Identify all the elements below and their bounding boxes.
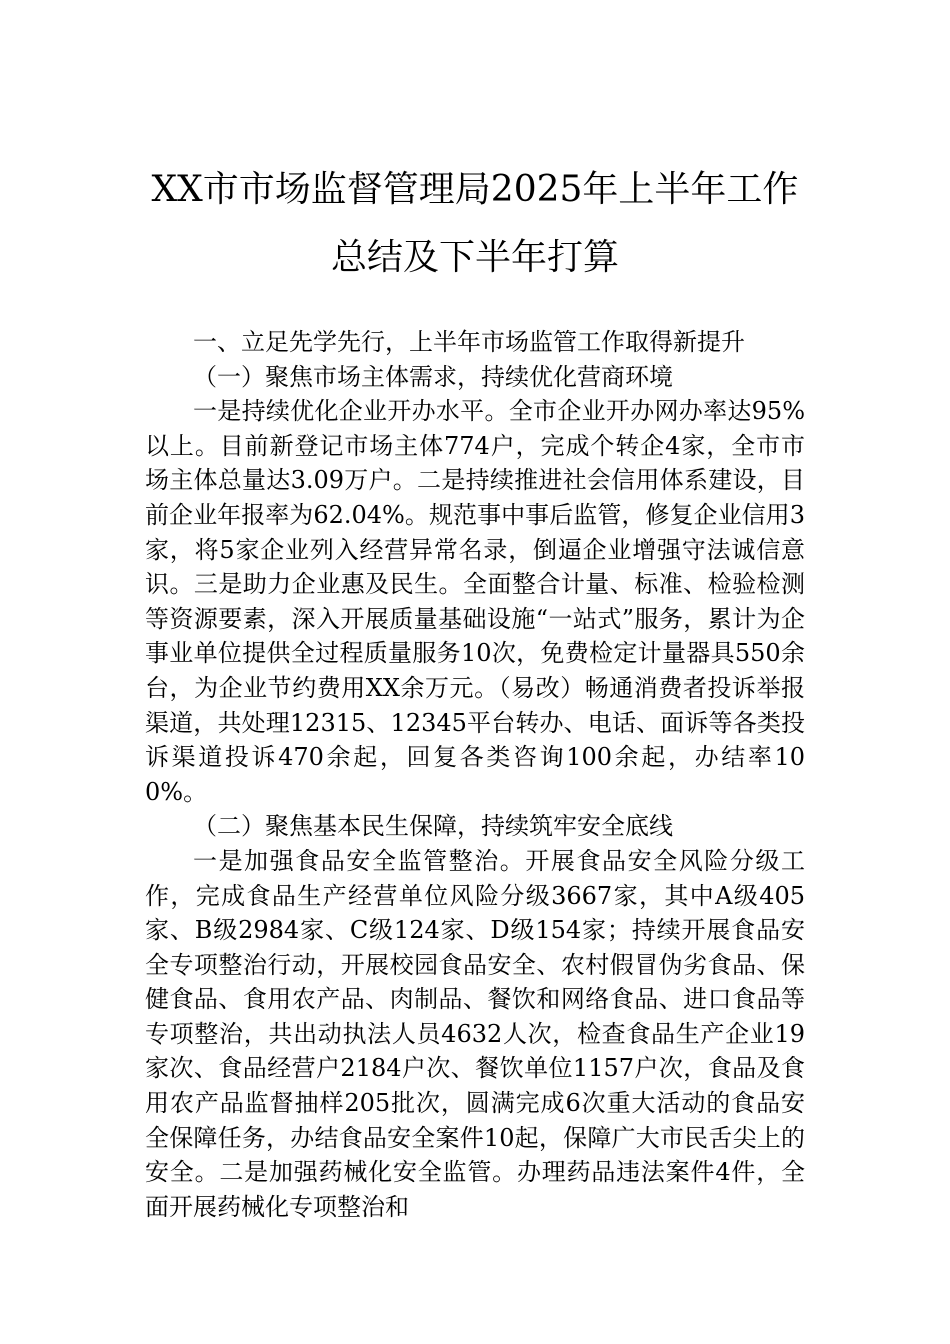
section-heading-1: 一、立足先学先行，上半年市场监管工作取得新提升 (193, 328, 745, 356)
document-title-line-2: 总结及下半年打算 (330, 237, 619, 278)
paragraph-1: 一是持续优化企业开办水平。全市企业开办网办率达95%以上。目前新登记市场主体774户，完成个转企4家，全市市场主体总量达3.09万户。二是持续推进社会信用体系建设，目前企业年报率为62.04%。规范事中事后监管，修复企业信用3家，将5家企业列入经营异常名录，倒逼企业增强守法诚信意识。三是助力企业惠及民生。全面整合计量、标准、检验检测等资源要素，深入开展质量基础设施“一站式”服务，累计为企事业单位提供全过程质量服务10次，免费检定计量器具550余台，为企业节约费用XX余万元。（易改）畅通消费者投诉举报渠道，共处理12315、12345平台转办、电话、面诉等各类投诉渠道投诉470余起，回复各类咨询100余起，办结率100%。 (145, 397, 805, 806)
subsection-heading-1: （一）聚焦市场主体需求，持续优化营商环境 (193, 362, 673, 391)
subsection-heading-2: （二）聚焦基本民生保障，持续筑牢安全底线 (193, 812, 673, 841)
paragraph-2: 一是加强食品安全监管整治。开展食品安全风险分级工作，完成食品生产经营单位风险分级3667家，其中A级405家、B级2984家、C级124家、D级154家；持续开展食品安全专项整治行动，开展校园食品安全、农村假冒伪劣食品、保健食品、食用农产品、肉制品、餐饮和网络食品、进口食品等专项整治，共出动执法人员4632人次，检查食品生产企业19家次、食品经营户2184户次、餐饮单位1157户次，食品及食用农产品监督抽样205批次，圆满完成6次重大活动的食品安全保障任务，办结食品安全案件10起，保障广大市民舌尖上的安全。二是加强药械化安全监管。办理药品违法案件4件，全面开展药械化专项整治和 (145, 846, 805, 1221)
document-body (145, 325, 805, 1224)
document-title-line-1: XX市市场监督管理局2025年上半年工作 (151, 169, 799, 210)
